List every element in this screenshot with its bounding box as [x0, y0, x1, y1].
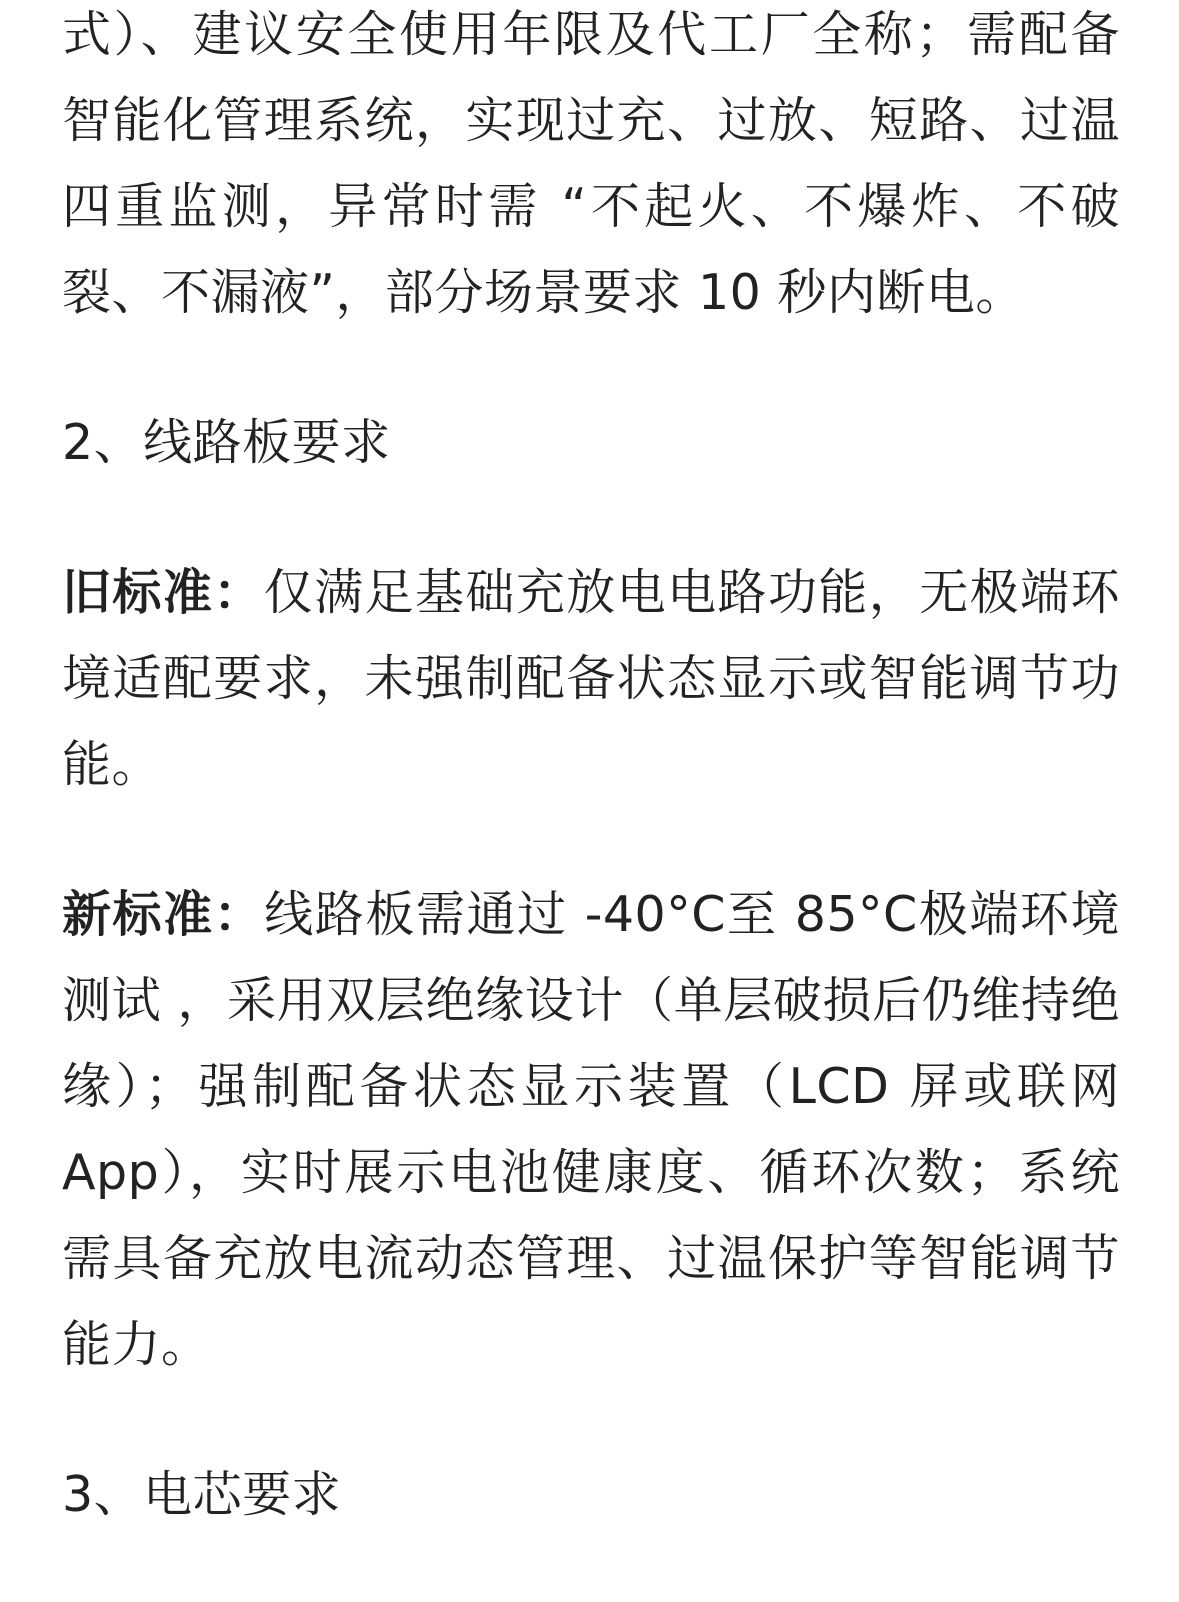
section-heading-text: 2、线路板要求	[62, 414, 391, 471]
old-standard-text: 仅满足基础充放电电路功能，无极端环境适配要求，未强制配备状态显示或智能调节功能。	[62, 564, 1120, 793]
article-body	[62, 0, 1120, 1602]
section-heading-circuit-board	[62, 400, 1120, 486]
paragraph-text: 式）、建议安全使用年限及代工厂全称；需配备智能化管理系统，实现过充、过放、短路、过温四重监测，异常时需 “不起火、不爆炸、不破裂、不漏液”，部分场景要求 10 秒内断电。	[62, 6, 1120, 321]
circuit-new-standard-paragraph	[62, 872, 1120, 1388]
new-standard-label: 新标准：	[62, 886, 265, 943]
section-heading-text: 3、电芯要求	[62, 1466, 342, 1523]
section-heading-cell	[62, 1452, 1120, 1538]
new-standard-text: 线路板需通过 -40°C至 85°C极端环境测试 ，采用双层绝缘设计（单层破损后仍维持绝缘）；强制配备状态显示装置（LCD 屏或联网 App），实时展示电池健康度、循环次数；系统需具备充放电流动态管理、过温保护等智能调节能力。	[62, 886, 1120, 1373]
old-standard-label: 旧标准：	[62, 564, 264, 621]
circuit-old-standard-paragraph	[62, 550, 1120, 808]
battery-requirements-paragraph	[62, 0, 1120, 336]
